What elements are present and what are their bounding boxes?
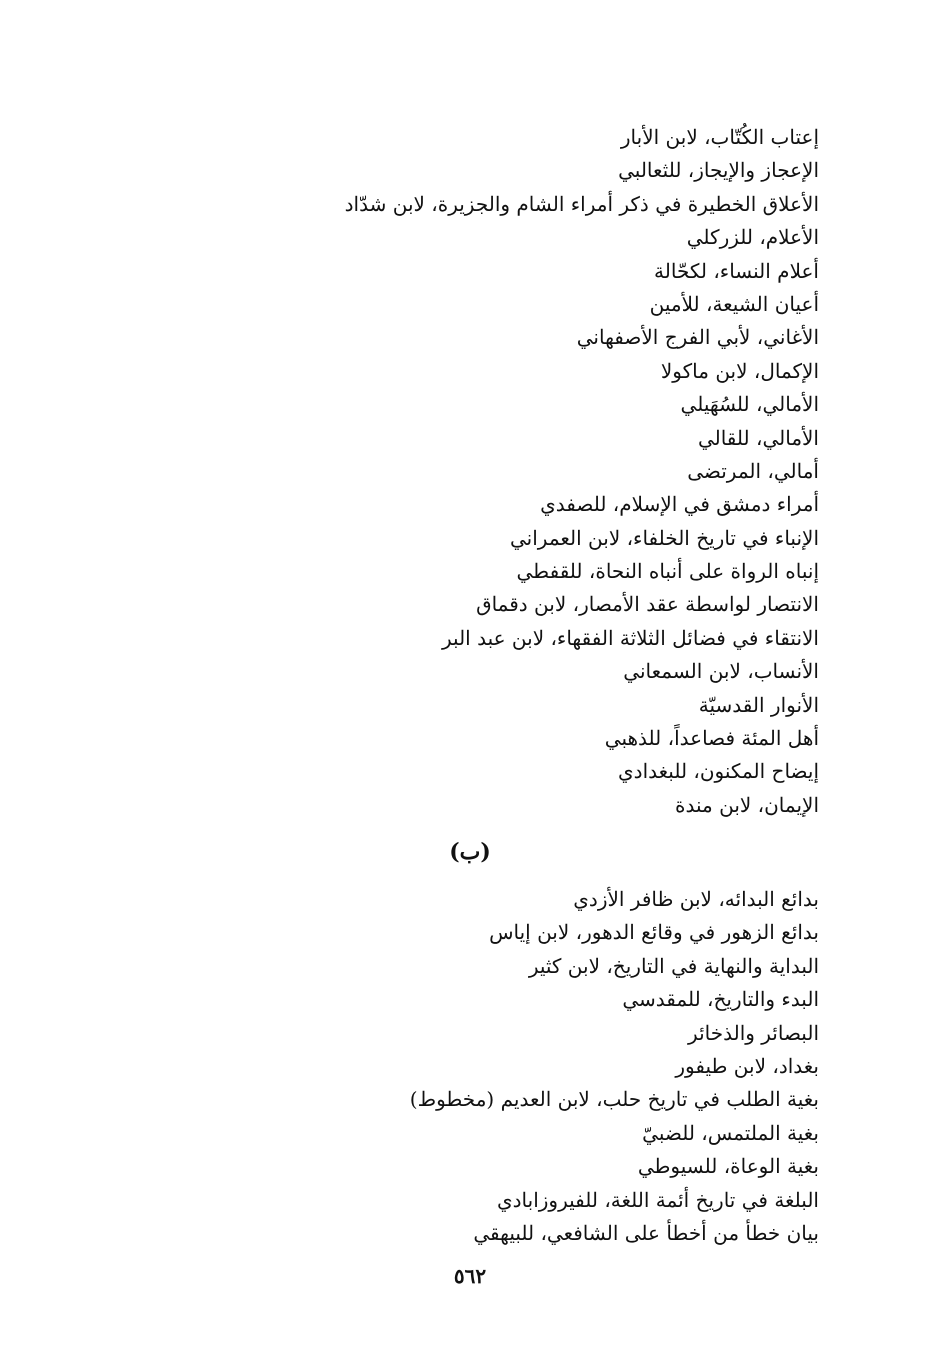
list-item: البدء والتاريخ، للمقدسي <box>622 987 819 1012</box>
list-item: الإيمان، لابن مندة <box>675 792 819 817</box>
list-item: أمالي، المرتضى <box>687 458 819 483</box>
list-item: بغية الوعاة، للسيوطي <box>637 1154 819 1179</box>
list-item: البلغة في تاريخ أئمة اللغة، للفيروزابادي <box>497 1187 819 1212</box>
list-item: الأغاني، لأبي الفرج الأصفهاني <box>576 325 819 350</box>
list-item: الإنباء في تاريخ الخلفاء، لابن العمراني <box>509 525 819 550</box>
list-item: الإكمال، لابن ماكولا <box>660 358 819 383</box>
page-number: ٥٦٢ <box>453 1264 487 1288</box>
list-item: الأعلام، للزركلي <box>686 225 819 250</box>
list-item: الأنوار القدسيّة <box>698 692 819 717</box>
list-item: بدائع البدائه، لابن ظافر الأزدي <box>573 887 819 911</box>
list-item: الأعلاق الخطيرة في ذكر أمراء الشام والجزيرة، لابن شدّاد <box>344 191 819 216</box>
list-item: إعتاب الكُتّاب، لابن الأبار <box>620 125 819 149</box>
list-item: بغية الطلب في تاريخ حلب، لابن العديم (مخطوط) <box>409 1087 819 1112</box>
list-item: بيان خطأ من أخطأ على الشافعي، للبيهقي <box>473 1220 819 1245</box>
list-item: بغية الملتمس، للضبيّ <box>642 1120 819 1145</box>
list-item: أعيان الشيعة، للأمين <box>649 291 819 316</box>
list-item: إنباه الرواة على أنباه النحاة، للقفطي <box>516 559 819 584</box>
list-item: البصائر والذخائر <box>688 1020 819 1045</box>
list-item: أمراء دمشق في الإسلام، للصفدي <box>540 492 819 517</box>
list-item: الأمالي، للسُهَيلي <box>680 392 819 417</box>
list-item: الإعجاز والإيجاز، للثعالبي <box>618 158 819 183</box>
list-item: البداية والنهاية في التاريخ، لابن كثير <box>528 953 819 978</box>
list-item: بغداد، لابن طيفور <box>675 1053 819 1078</box>
list-item: أعلام النساء، لكحّالة <box>654 258 819 283</box>
section-ba-list <box>299 883 819 1250</box>
list-item: الأمالي، للقالي <box>697 425 819 450</box>
list-item: الانتصار لواسطة عقد الأمصار، لابن دقماق <box>476 592 819 617</box>
list-item: بدائع الزهور في وقائع الدهور، لابن إياس <box>489 920 819 945</box>
section-heading-ba: (ب) <box>449 839 491 865</box>
list-item: إيضاح المكنون، للبغدادي <box>618 759 819 784</box>
section-alif-list <box>299 121 819 822</box>
list-item: الأنساب، لابن السمعاني <box>623 659 819 684</box>
list-item: أهل المئة فصاعداً، للذهبي <box>604 726 819 751</box>
list-item: الانتقاء في فضائل الثلاثة الفقهاء، لابن عبد البر <box>442 625 819 650</box>
